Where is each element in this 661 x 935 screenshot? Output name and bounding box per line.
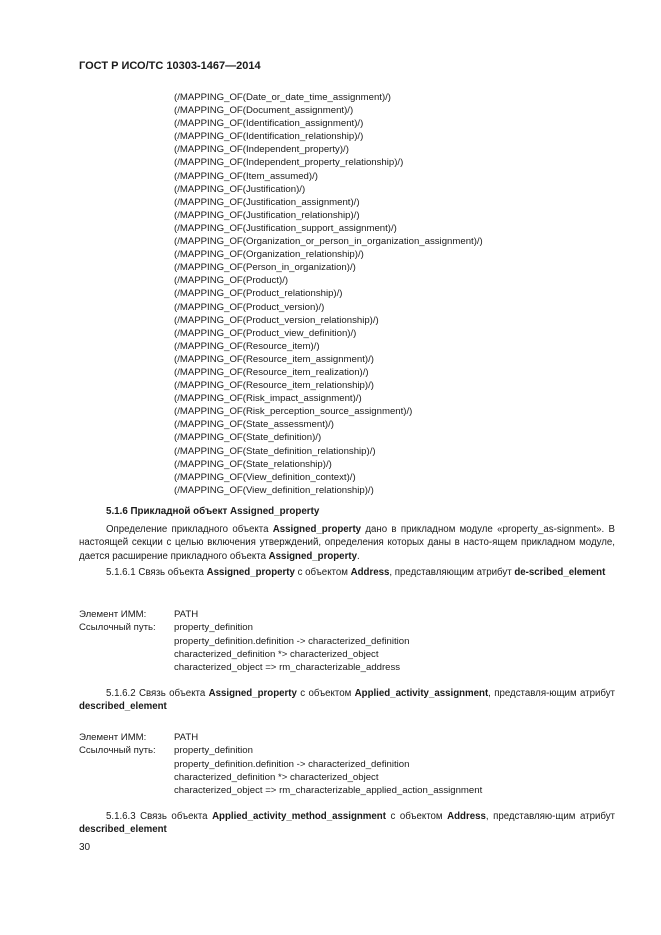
mapping-line: (/MAPPING_OF(State_definition)/) [174,432,322,444]
mapping-line: (/MAPPING_OF(Identification_assignment)/) [174,118,364,130]
subsection-title-5-1-6-3: 5.1.6.3 Связь объекта Applied_activity_method_assignment с объектом Address, представляю-щим атрибут described_element [79,811,615,836]
mapping-line: (/MAPPING_OF(Risk_perception_source_assignment)/) [174,406,413,418]
mapping-line: (/MAPPING_OF(Organization_or_person_in_organization_assignment)/) [174,236,483,248]
mapping-line: (/MAPPING_OF(Person_in_organization)/) [174,262,356,274]
intro-paragraph: Определение прикладного объекта Assigned_property дано в прикладном модуле «property_as-signment». В настоящей секции с целью включения утверждений, определения которых даны в насто-ящем прикладном модуле, дается расширение прикладного объекта Assigned_property. [79,524,615,562]
mapping-line: (/MAPPING_OF(Item_assumed)/) [174,170,318,182]
reference-path-line: characterized_definition *> characterized_object [174,648,379,660]
reference-path-line: characterized_object => rm_characterizable_applied_action_assignment [174,785,483,797]
mapping-line: (/MAPPING_OF(Organization_relationship)/) [174,249,364,261]
element-label: Элемент ИММ: [79,609,147,620]
mapping-line: (/MAPPING_OF(Justification_relationship)/) [174,209,360,221]
reference-path-label: Ссылочный путь: [79,622,156,634]
reference-path-line: property_definition.definition -> characterized_definition [174,758,410,770]
mapping-line: (/MAPPING_OF(Product_version)/) [174,301,325,313]
page-number: 30 [79,842,91,853]
mapping-list [174,91,483,497]
element-label: Элемент ИММ: [79,732,147,743]
mapping-line: (/MAPPING_OF(Resource_item)/) [174,340,320,352]
mapping-line: (/MAPPING_OF(Justification_support_assignment)/) [174,222,397,234]
mapping-line: (/MAPPING_OF(Product_view_definition)/) [174,327,357,339]
mapping-line: (/MAPPING_OF(Resource_item_realization)/) [174,366,369,378]
mapping-line: (/MAPPING_OF(Risk_impact_assignment)/) [174,393,362,405]
mapping-line: (/MAPPING_OF(Date_or_date_time_assignment)/) [174,92,392,103]
mapping-line: (/MAPPING_OF(Product_relationship)/) [174,288,343,300]
reference-path-lines [174,621,409,674]
mapping-block-5-1-6-1 [79,608,409,674]
mapping-line: (/MAPPING_OF(Justification_assignment)/) [174,196,360,208]
reference-path-line: property_definition [174,622,253,634]
mapping-line: (/MAPPING_OF(View_definition_relationship)/) [174,484,374,496]
subsection-title-5-1-6-2: 5.1.6.2 Связь объекта Assigned_property с объектом Applied_activity_assignment, представля-ющим атрибут described_element [79,688,615,713]
element-value: PATH [174,609,199,620]
mapping-line: (/MAPPING_OF(Product_version_relationship)/) [174,314,379,326]
reference-path-label: Ссылочный путь: [79,745,156,757]
document-header: ГОСТ Р ИСО/ТС 10303-1467—2014 [79,60,261,72]
mapping-line: (/MAPPING_OF(State_definition_relationship)/) [174,445,376,457]
mapping-line: (/MAPPING_OF(State_assessment)/) [174,419,334,431]
section-title: 5.1.6 Прикладной объект Assigned_property [106,506,320,517]
mapping-line: (/MAPPING_OF(Identification_relationship)/) [174,131,364,143]
reference-path-line: characterized_definition *> characterized_object [174,771,379,783]
subsection-title-5-1-6-1: 5.1.6.1 Связь объекта Assigned_property с объектом Address, представляющим атрибут de-scribed_element [106,567,606,578]
element-value: PATH [174,732,199,743]
element-row [79,731,482,744]
reference-path-row [79,744,482,797]
mapping-line: (/MAPPING_OF(Document_assignment)/) [174,105,354,117]
mapping-line: (/MAPPING_OF(Independent_property)/) [174,144,349,156]
reference-path-line: property_definition.definition -> characterized_definition [174,635,410,647]
mapping-line: (/MAPPING_OF(Justification)/) [174,183,306,195]
reference-path-row [79,621,409,674]
mapping-line: (/MAPPING_OF(Resource_item_assignment)/) [174,353,374,365]
reference-path-lines [174,744,482,797]
element-row [79,608,409,621]
mapping-line: (/MAPPING_OF(Independent_property_relationship)/) [174,157,404,169]
mapping-line: (/MAPPING_OF(View_definition_context)/) [174,471,356,483]
mapping-line: (/MAPPING_OF(Product)/) [174,275,289,287]
mapping-block-5-1-6-2 [79,731,482,797]
mapping-line: (/MAPPING_OF(Resource_item_relationship)/) [174,380,374,392]
mapping-line: (/MAPPING_OF(State_relationship)/) [174,458,332,470]
reference-path-line: characterized_object => rm_characterizable_address [174,662,401,674]
reference-path-line: property_definition [174,745,253,757]
